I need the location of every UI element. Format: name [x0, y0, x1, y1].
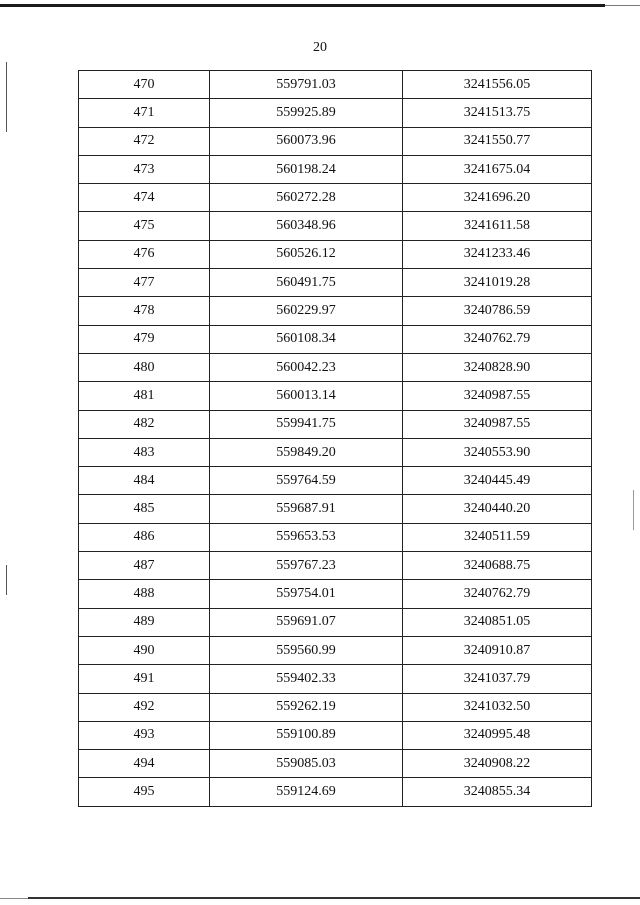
y-coordinate-cell: 3240855.34 [403, 778, 592, 806]
y-coordinate-cell: 3240511.59 [403, 523, 592, 551]
x-coordinate-cell: 560108.34 [210, 325, 403, 353]
y-coordinate-cell: 3241513.75 [403, 99, 592, 127]
point-number-cell: 494 [79, 750, 210, 778]
table-row [79, 382, 592, 410]
y-coordinate-cell: 3240786.59 [403, 297, 592, 325]
point-number-cell: 485 [79, 495, 210, 523]
x-coordinate-cell: 559941.75 [210, 410, 403, 438]
x-coordinate-cell: 560013.14 [210, 382, 403, 410]
x-coordinate-cell: 559849.20 [210, 438, 403, 466]
x-coordinate-cell: 559791.03 [210, 71, 403, 99]
y-coordinate-cell: 3241233.46 [403, 240, 592, 268]
page-number: 20 [313, 40, 327, 55]
table-row [79, 325, 592, 353]
x-coordinate-cell: 559767.23 [210, 552, 403, 580]
point-number-cell: 488 [79, 580, 210, 608]
table-row [79, 495, 592, 523]
point-number-cell: 479 [79, 325, 210, 353]
y-coordinate-cell: 3240828.90 [403, 353, 592, 381]
right-scan-mark [633, 490, 634, 530]
table-row [79, 636, 592, 664]
x-coordinate-cell: 560229.97 [210, 297, 403, 325]
table-row [79, 693, 592, 721]
point-number-cell: 490 [79, 636, 210, 664]
x-coordinate-cell: 559560.99 [210, 636, 403, 664]
point-number-cell: 480 [79, 353, 210, 381]
coordinates-table-body [79, 71, 592, 807]
x-coordinate-cell: 560198.24 [210, 155, 403, 183]
y-coordinate-cell: 3241675.04 [403, 155, 592, 183]
bottom-border-rule [28, 897, 640, 899]
table-row [79, 467, 592, 495]
y-coordinate-cell: 3240445.49 [403, 467, 592, 495]
y-coordinate-cell: 3240910.87 [403, 636, 592, 664]
y-coordinate-cell: 3240762.79 [403, 325, 592, 353]
y-coordinate-cell: 3241032.50 [403, 693, 592, 721]
x-coordinate-cell: 559124.69 [210, 778, 403, 806]
table-row [79, 778, 592, 806]
bottom-border-rule-faint [0, 898, 28, 899]
table-row [79, 71, 592, 99]
point-number-cell: 470 [79, 71, 210, 99]
y-coordinate-cell: 3240987.55 [403, 410, 592, 438]
y-coordinate-cell: 3240762.79 [403, 580, 592, 608]
table-row [79, 750, 592, 778]
y-coordinate-cell: 3240987.55 [403, 382, 592, 410]
table-row [79, 99, 592, 127]
table-row [79, 212, 592, 240]
x-coordinate-cell: 560491.75 [210, 269, 403, 297]
y-coordinate-cell: 3240440.20 [403, 495, 592, 523]
x-coordinate-cell: 559100.89 [210, 721, 403, 749]
table-row [79, 127, 592, 155]
top-border-rule-faint [605, 5, 640, 6]
table-row [79, 353, 592, 381]
table-row [79, 665, 592, 693]
y-coordinate-cell: 3241550.77 [403, 127, 592, 155]
left-scan-mark [6, 565, 7, 595]
point-number-cell: 489 [79, 608, 210, 636]
point-number-cell: 492 [79, 693, 210, 721]
point-number-cell: 487 [79, 552, 210, 580]
point-number-cell: 481 [79, 382, 210, 410]
x-coordinate-cell: 560526.12 [210, 240, 403, 268]
x-coordinate-cell: 559764.59 [210, 467, 403, 495]
table-row [79, 523, 592, 551]
x-coordinate-cell: 560073.96 [210, 127, 403, 155]
point-number-cell: 474 [79, 184, 210, 212]
y-coordinate-cell: 3240995.48 [403, 721, 592, 749]
x-coordinate-cell: 559925.89 [210, 99, 403, 127]
y-coordinate-cell: 3240851.05 [403, 608, 592, 636]
table-row [79, 184, 592, 212]
table-row [79, 580, 592, 608]
x-coordinate-cell: 559262.19 [210, 693, 403, 721]
point-number-cell: 477 [79, 269, 210, 297]
point-number-cell: 493 [79, 721, 210, 749]
coordinates-table [78, 70, 592, 807]
y-coordinate-cell: 3240553.90 [403, 438, 592, 466]
point-number-cell: 482 [79, 410, 210, 438]
table-row [79, 155, 592, 183]
y-coordinate-cell: 3240908.22 [403, 750, 592, 778]
table-row [79, 410, 592, 438]
point-number-cell: 495 [79, 778, 210, 806]
table-row [79, 608, 592, 636]
x-coordinate-cell: 560272.28 [210, 184, 403, 212]
x-coordinate-cell: 559653.53 [210, 523, 403, 551]
point-number-cell: 478 [79, 297, 210, 325]
x-coordinate-cell: 560042.23 [210, 353, 403, 381]
x-coordinate-cell: 560348.96 [210, 212, 403, 240]
y-coordinate-cell: 3241037.79 [403, 665, 592, 693]
y-coordinate-cell: 3241611.58 [403, 212, 592, 240]
y-coordinate-cell: 3241019.28 [403, 269, 592, 297]
point-number-cell: 486 [79, 523, 210, 551]
point-number-cell: 471 [79, 99, 210, 127]
x-coordinate-cell: 559754.01 [210, 580, 403, 608]
x-coordinate-cell: 559085.03 [210, 750, 403, 778]
point-number-cell: 491 [79, 665, 210, 693]
point-number-cell: 483 [79, 438, 210, 466]
x-coordinate-cell: 559691.07 [210, 608, 403, 636]
table-row [79, 240, 592, 268]
top-border-rule [0, 4, 605, 7]
y-coordinate-cell: 3241696.20 [403, 184, 592, 212]
y-coordinate-cell: 3240688.75 [403, 552, 592, 580]
y-coordinate-cell: 3241556.05 [403, 71, 592, 99]
point-number-cell: 476 [79, 240, 210, 268]
x-coordinate-cell: 559687.91 [210, 495, 403, 523]
point-number-cell: 473 [79, 155, 210, 183]
table-row [79, 438, 592, 466]
table-row [79, 721, 592, 749]
point-number-cell: 475 [79, 212, 210, 240]
table-row [79, 552, 592, 580]
table-row [79, 297, 592, 325]
left-scan-mark [6, 62, 7, 132]
point-number-cell: 484 [79, 467, 210, 495]
x-coordinate-cell: 559402.33 [210, 665, 403, 693]
point-number-cell: 472 [79, 127, 210, 155]
table-row [79, 269, 592, 297]
